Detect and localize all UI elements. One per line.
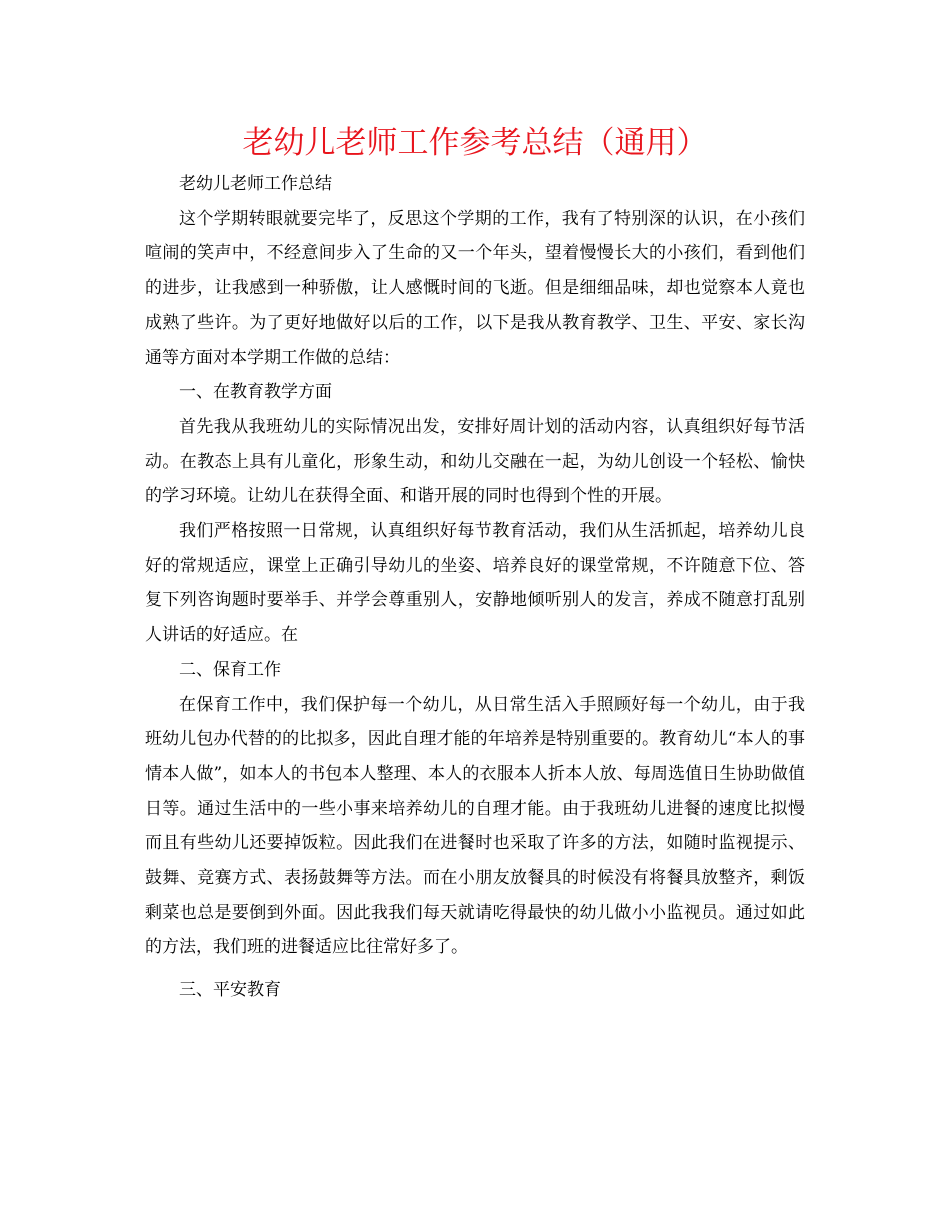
care-paragraph: 在保育工作中，我们保护每一个幼儿，从日常生活入手照顾好每一个幼儿，由于我班幼儿包办代替的的比拟多，因此自理才能的年培养是特别重要的。教育幼儿“本人的事情本人做”，如本人的书包本人整理、本人的衣服本人折本人放、每周选值日生协助做值日等。通过生活中的一些小事来培养幼儿的自理才能。由于我班幼儿进餐的速度比拟慢而且有些幼儿还要掉饭粒。因此我们在进餐时也采取了许多的方法，如随时监视提示、鼓舞、竞赛方式、表扬鼓舞等方法。而在小朋友放餐具的时候没有将餐具放整齐，剩饭剩菜也总是要倒到外面。因此我我们每天就请吃得最快的幼儿做小小监视员。通过如此的方法，我们班的进餐适应比往常好多了。 [145,694,805,958]
document-title: 老幼儿老师工作参考总结（通用） [242,125,708,161]
section-heading-care: 二、保育工作 [179,659,281,680]
intro-paragraph: 这个学期转眼就要完毕了，反思这个学期的工作，我有了特别深的认识，在小孩们喧闹的笑声中，不经意间步入了生命的又一个年头，望着慢慢长大的小孩们，看到他们的进步，让我感到一种骄傲，让人感慨时间的飞逝。但是细细品味，却也觉察本人竟也成熟了些许。为了更好地做好以后的工作，以下是我从教育教学、卫生、平安、家长沟通等方面对本学期工作做的总结： [145,208,805,368]
teaching-paragraph-1: 首先我从我班幼儿的实际情况出发，安排好周计划的活动内容，认真组织好每节活动。在教态上具有儿童化，形象生动，和幼儿交融在一起，为幼儿创设一个轻松、愉快的学习环境。让幼儿在获得全面、和谐开展的同时也得到个性的开展。 [145,416,805,507]
subtitle-paragraph: 老幼儿老师工作总结 [179,174,332,194]
section-heading-teaching: 一、在教育教学方面 [179,382,332,403]
teaching-paragraph-2: 我们严格按照一日常规，认真组织好每节教育活动，我们从生活抓起，培养幼儿良好的常规适应，课堂上正确引导幼儿的坐姿、培养良好的课堂常规，不许随意下位、答复下列咨询题时要举手、并学会尊重别人，安静地倾听别人的发言，养成不随意打乱别人讲话的好适应。在 [145,521,805,646]
document-body [145,167,805,1008]
section-heading-safety: 三、平安教育 [179,980,281,1001]
